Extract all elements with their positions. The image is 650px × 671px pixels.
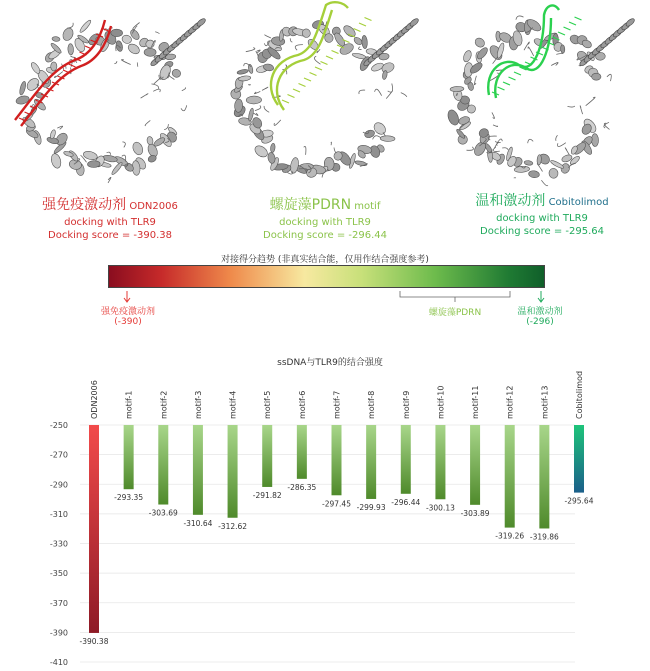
category-label: motif-9: [401, 390, 411, 419]
bar-odn2006: [89, 425, 99, 633]
odn2006-title: [5, 196, 215, 216]
pdrn-docking-line: docking with TLR9: [279, 217, 371, 228]
cobitolimod-title: [436, 192, 648, 212]
category-label: motif-10: [436, 385, 446, 419]
y-tick-label: -330: [49, 539, 68, 549]
tlr9-protein: [446, 16, 611, 186]
data-label: -319.86: [529, 532, 559, 542]
y-tick-label: -290: [49, 480, 68, 490]
bar-motif-3: [193, 425, 203, 515]
data-label: -291.82: [252, 490, 282, 500]
data-label: -293.35: [114, 493, 144, 503]
helix-tail: [363, 17, 420, 67]
bar-motif-12: [505, 425, 515, 528]
cobitolimod-docking-structure: [434, 0, 639, 190]
pdrn-title-main: 螺旋藻PDRN: [269, 197, 352, 213]
y-tick-label: -390: [49, 628, 68, 638]
data-label: -319.26: [495, 531, 525, 541]
bar-cobitolimod: [574, 425, 584, 493]
pdrn-motif-docking-structure: [218, 0, 423, 190]
bar-motif-5: [262, 425, 272, 487]
category-label: motif-11: [471, 385, 481, 419]
bar-motif-11: [470, 425, 480, 505]
pdrn-caption: [220, 196, 430, 242]
tlr9-protein: [229, 19, 407, 179]
odn2006-docking-structure: [5, 0, 210, 190]
data-label: -312.62: [218, 521, 248, 531]
bar-motif-4: [228, 425, 238, 518]
odn2006-caption: [5, 196, 215, 242]
structure-drawing: [434, 0, 639, 190]
data-label: -286.35: [287, 482, 317, 492]
bar-motif-2: [158, 425, 168, 505]
odn2006-score-line: Docking score = -390.38: [48, 230, 172, 241]
data-label: -295.64: [564, 496, 594, 506]
pdrn-title-sub: motif: [354, 201, 381, 212]
category-label: motif-7: [332, 390, 342, 419]
pdrn-range-bracket: [400, 291, 510, 297]
category-label: motif-8: [367, 390, 377, 419]
cobitolimod-caption: [436, 192, 648, 238]
y-tick-label: -370: [49, 598, 68, 608]
category-label: Cobitolimod: [575, 370, 584, 419]
category-label: motif-5: [263, 390, 273, 419]
cobitolimod-title-sub: Cobitolimod: [548, 197, 609, 208]
data-label: -390.38: [79, 636, 109, 646]
data-label: -300.13: [425, 503, 455, 513]
data-label: -310.64: [183, 518, 213, 528]
strong-agonist-label: 强免疫激动剂: [100, 307, 155, 317]
data-label: -296.44: [391, 497, 421, 507]
category-label: motif-2: [159, 390, 169, 419]
y-tick-label: -350: [49, 569, 68, 579]
category-label: ODN2006: [90, 380, 99, 419]
mild-agonist-marker: [500, 304, 580, 327]
odn2006-docking-line: docking with TLR9: [64, 217, 156, 228]
structure-drawing: [218, 0, 423, 190]
bar-motif-7: [332, 425, 342, 495]
data-label: -299.93: [356, 502, 386, 512]
category-label: motif-6: [297, 390, 307, 419]
strong-agonist-marker: [88, 304, 168, 327]
mild-agonist-value: (-296): [526, 317, 554, 327]
bar-motif-10: [435, 425, 445, 499]
bar-motif-13: [539, 425, 549, 528]
helix-tail: [150, 17, 207, 67]
pdrn-score-line: Docking score = -296.44: [263, 230, 387, 241]
category-label: motif-3: [193, 390, 203, 419]
cobitolimod-docking-line: docking with TLR9: [496, 213, 588, 224]
y-tick-label: -410: [49, 658, 68, 667]
y-tick-label: -310: [49, 509, 68, 519]
score-gradient-bar: [108, 265, 545, 288]
pdrn-marker-label: 螺旋藻PDRN: [428, 308, 482, 318]
bar-motif-9: [401, 425, 411, 494]
y-tick-label: -250: [49, 421, 68, 430]
data-label: -303.69: [148, 508, 178, 518]
bar-motif-8: [366, 425, 376, 499]
odn2006-title-sub: ODN2006: [129, 201, 178, 212]
bar-motif-1: [124, 425, 134, 489]
data-label: -303.89: [460, 508, 490, 518]
odn2006-title-main: 强免疫激动剂: [42, 197, 127, 213]
cobitolimod-title-main: 温和激动剂: [475, 193, 546, 209]
category-label: motif-12: [505, 385, 515, 419]
bar-motif-6: [297, 425, 307, 479]
cobitolimod-score-line: Docking score = -295.64: [480, 226, 604, 237]
data-label: -297.45: [322, 499, 351, 509]
binding-strength-chart: [0, 345, 650, 671]
pdrn-title: [220, 196, 430, 216]
category-label: motif-1: [124, 390, 134, 419]
strong-agonist-value: (-390): [114, 317, 142, 327]
mild-agonist-label: 温和激动剂: [517, 307, 563, 317]
category-label: motif-13: [540, 385, 550, 419]
gradient-title: 对接得分趋势 (非真实结合能，仅用作结合强度参考): [221, 255, 429, 265]
category-label: motif-4: [228, 390, 238, 419]
chart-title: ssDNA与TLR9的结合强度: [277, 358, 383, 368]
y-tick-label: -270: [49, 450, 68, 460]
structure-drawing: [5, 0, 210, 190]
